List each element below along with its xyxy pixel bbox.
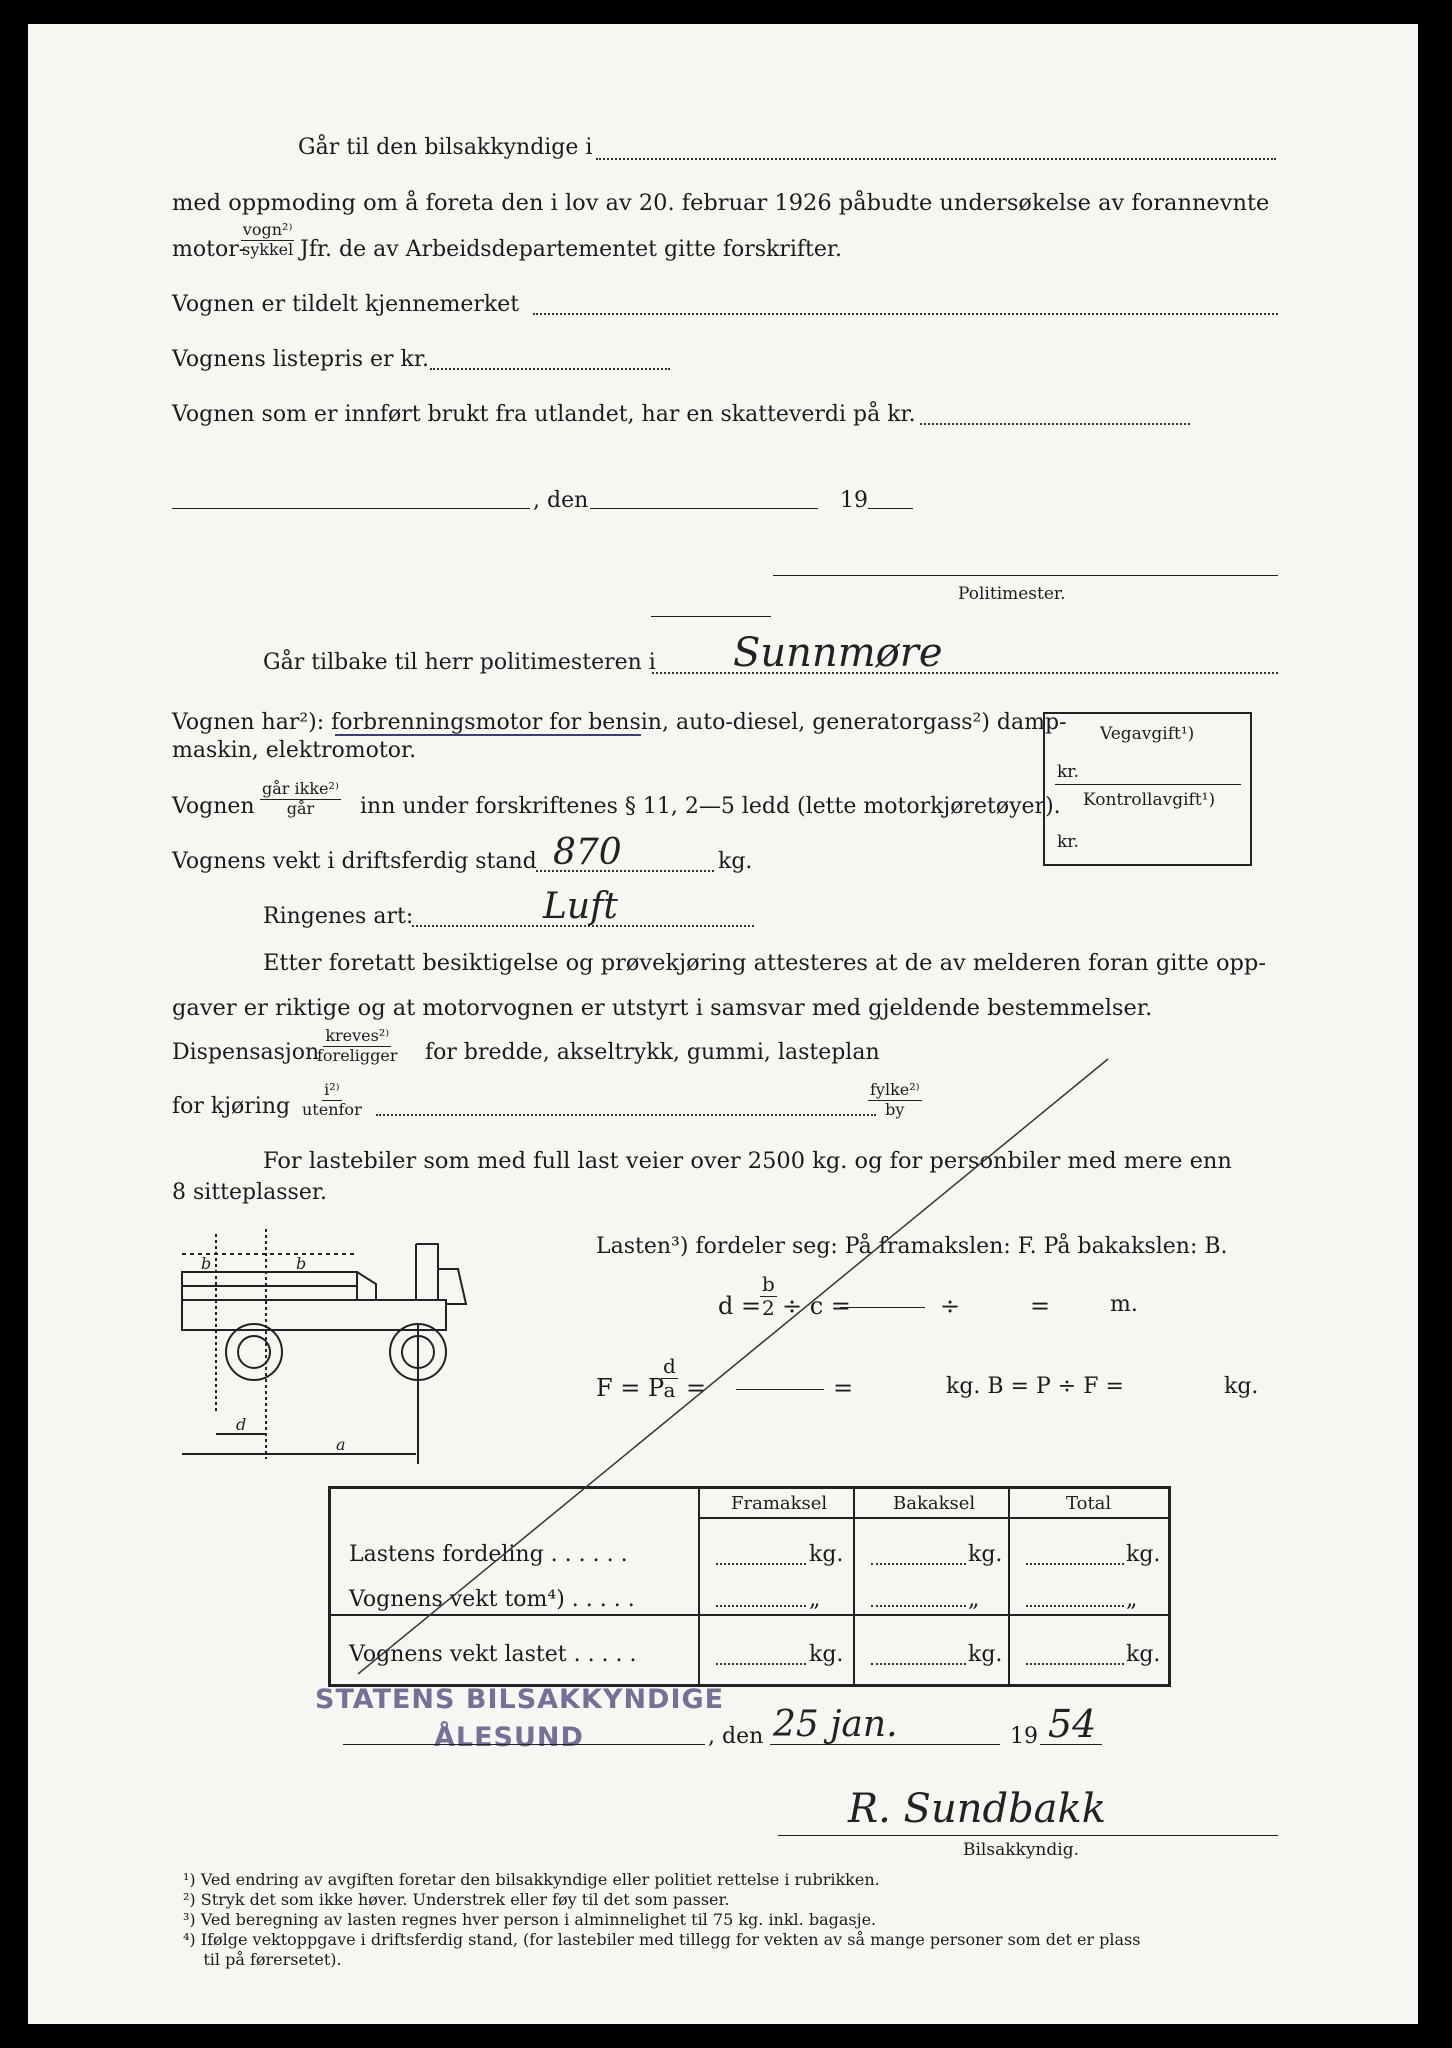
label-tilbake: Går tilbake til herr politimesteren i [263, 650, 656, 675]
table-header-total: Total [1066, 1493, 1112, 1514]
table-cell: kg. [1126, 1542, 1161, 1567]
table-header-framaksel: Framaksel [731, 1493, 828, 1514]
handwritten-place: Sunnmøre [733, 630, 943, 676]
line-lastebiler-2: 8 sitteplasser. [172, 1180, 327, 1205]
footnote-4-cont: til på førersetet). [183, 1950, 342, 1969]
formula-F-eq2: = [833, 1374, 854, 1402]
line-oppmoding: med oppmoding om å foreta den i lov av 20. februar 1926 påbudte undersøkelse av forannevnte [172, 190, 1270, 216]
line-motor-type-2: maskin, elektromotor. [172, 738, 417, 763]
label-politimester: Politimester. [958, 584, 1066, 604]
car-label-b: b [201, 1254, 212, 1273]
label-dispensasjon: Dispensasjon [172, 1040, 320, 1065]
footnote-3: ³) Ved beregning av lasten regnes hver person i alminnelighet til 75 kg. inkl. bagasje. [183, 1910, 877, 1929]
formula-eq: = [1030, 1292, 1051, 1320]
table-cell: kg. [1126, 1642, 1161, 1667]
label-kontrollavgift: Kontrollavgift¹) [1083, 790, 1216, 810]
label-kjennemerket: Vognen er tildelt kjennemerket [172, 292, 520, 317]
label-den-2: , den [708, 1724, 764, 1749]
footnote-4: ⁴) Ifølge vektoppgave i driftsferdig stand, (for lastebiler med tillegg for vekten av så mange personer som det er plass [183, 1930, 1141, 1949]
fraction-vogn-sykkel: vogn²⁾ sykkel [242, 220, 294, 259]
line-forskrifter: Jfr. de av Arbeidsdepartementet gitte forskrifter. [300, 237, 843, 262]
car-label-d: d [236, 1415, 247, 1434]
table-row-label: Vognens vekt lastet . . . . . [349, 1642, 637, 1667]
table-cell: „ [809, 1587, 821, 1612]
line-motor-type: Vognen har²): forbrenningsmotor for bensin, auto-diesel, generatorgass²) damp- [172, 710, 1067, 735]
formula-kg: kg. [1224, 1374, 1259, 1399]
handwritten-year: 54 [1048, 1702, 1097, 1746]
fraction-kreves: kreves²⁾ foreligger [317, 1026, 398, 1065]
field-place-2[interactable] [343, 1744, 705, 1745]
table-cell: „ [1126, 1587, 1138, 1612]
handwritten-tyres: Luft [543, 886, 618, 927]
table-row-label: Vognens vekt tom⁴) . . . . . [349, 1587, 635, 1612]
car-label-b2: b [296, 1254, 307, 1273]
formula-div: ÷ [940, 1292, 961, 1320]
label-kontrollavgift-kr: kr. [1057, 832, 1079, 852]
line-etter-1: Etter foretatt besiktigelse og prøvekjøring attesteres at de av melderen foran gitte opp- [263, 950, 1266, 976]
table-row-label: Lastens fordeling . . . . . . [349, 1542, 628, 1567]
handwritten-weight: 870 [553, 832, 622, 873]
stamp-line-2: ÅLESUND [434, 1722, 584, 1753]
handwritten-signature: R. Sundbakk [848, 1786, 1107, 1832]
label-kg: kg. [718, 849, 753, 874]
fraction-gar-ikke: går ikke²⁾ går [262, 779, 339, 818]
table-cell: „ [968, 1587, 980, 1612]
table-cell: kg. [968, 1642, 1003, 1667]
label-vegavgift: Vegavgift¹) [1100, 724, 1195, 744]
stamp-line-1: STATENS BILSAKKYNDIGE [315, 1684, 725, 1715]
line-bilsakkyndige: Går til den bilsakkyndige i [298, 135, 593, 160]
label-vegavgift-kr: kr. [1057, 762, 1079, 782]
fraction-b-2: $\frac{b}{2}$ [762, 1272, 775, 1320]
formula-c: ÷ c = [782, 1292, 851, 1320]
footnote-1: ¹) Ved endring av avgiften foretar den bilsakkyndige eller politiet rettelse i rubrikken. [183, 1870, 880, 1889]
label-bilsakkyndig: Bilsakkyndig. [963, 1840, 1079, 1860]
line-motor: motor- [172, 237, 247, 262]
handwritten-date: 25 jan. [773, 1704, 898, 1745]
line-lastebiler-1: For lastebiler som med full last veier over 2500 kg. og for personbiler med mere enn [263, 1148, 1232, 1174]
label-skatteverdi: Vognen som er innført brukt fra utlandet, har en skatteverdi på kr. [172, 402, 916, 427]
label-vognen-gar: Vognen [172, 794, 255, 819]
form-page [28, 24, 1418, 2024]
field-bilsakkyndig-signature[interactable] [778, 1835, 1278, 1836]
label-listepris: Vognens listepris er kr. [172, 347, 429, 372]
formula-d-lhs: d = [718, 1292, 762, 1320]
line-forskriftenes: inn under forskriftenes § 11, 2—5 ledd (lette motorkjøretøyer). [360, 794, 1061, 819]
formula-F-lhs: F = P [596, 1374, 665, 1402]
table-header-bakaksel: Bakaksel [893, 1493, 976, 1514]
table-cell: kg. [809, 1642, 844, 1667]
line-bredde: for bredde, akseltrykk, gummi, lasteplan [425, 1040, 880, 1065]
formula-F-eq: = [686, 1374, 707, 1402]
footnote-2: ²) Stryk det som ikke høver. Understrek eller føy til det som passer. [183, 1890, 730, 1909]
fraction-d-a: $\frac{d}{a}$ [663, 1354, 676, 1402]
car-label-a: a [336, 1435, 346, 1454]
table-cell: kg. [968, 1542, 1003, 1567]
label-vekt: Vognens vekt i driftsferdig stand [172, 849, 537, 874]
line-etter-2: gaver er riktige og at motorvognen er utstyrt i samsvar med gjeldende bestemmelser. [172, 995, 1153, 1021]
fraction-fylke-by: fylke²⁾ by [870, 1080, 920, 1119]
label-den-1: , den [533, 488, 589, 513]
formula-B: kg. B = P ÷ F = [946, 1374, 1124, 1399]
label-kjoring: for kjøring [172, 1094, 291, 1119]
label-year-1: 19 [840, 488, 868, 513]
label-ringenes: Ringenes art: [263, 904, 414, 929]
line-lasten: Lasten³) fordeler seg: På framakslen: F. På bakakslen: B. [596, 1234, 1228, 1259]
table-cell: kg. [809, 1542, 844, 1567]
fraction-i-utenfor: i²⁾ utenfor [302, 1080, 362, 1119]
label-year-2: 19 [1010, 1724, 1038, 1749]
formula-m: m. [1110, 1292, 1138, 1317]
